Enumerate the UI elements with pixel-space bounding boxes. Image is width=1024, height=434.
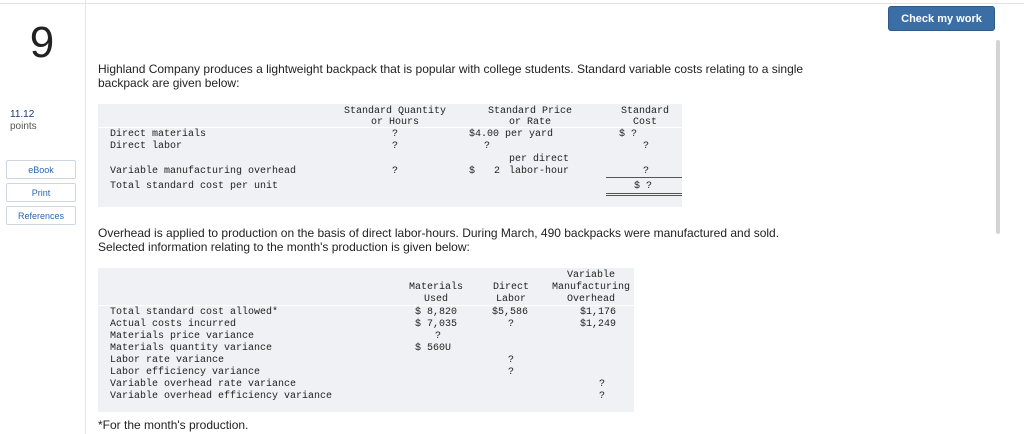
points-label: points — [10, 121, 37, 132]
t1-row-qty: ? — [391, 166, 398, 177]
t2-voh-value: $1,176 — [580, 307, 617, 318]
t2-row-label: Actual costs incurred — [110, 319, 237, 330]
t1-header-price-1: Standard Price — [487, 106, 572, 117]
t1-row-label: Variable manufacturing overhead — [110, 166, 297, 177]
t1-header-price-2: or Rate — [508, 117, 551, 128]
t2-dl-value: $5,586 — [492, 307, 529, 318]
t1-header-qty-2: or Hours — [370, 117, 419, 128]
overhead-paragraph — [98, 226, 858, 254]
t1-row-qty: ? — [391, 141, 398, 152]
t1-row-cost: ? — [643, 166, 650, 177]
print-button[interactable]: Print — [6, 183, 76, 202]
t2-row-label: Materials quantity variance — [110, 343, 273, 354]
footnote: *For the month's production. — [98, 418, 249, 432]
t2-header-dl-2: Labor — [495, 294, 526, 305]
t1-header-cost-1: Standard — [620, 106, 669, 117]
t2-mat-value: $ 7,035 — [415, 319, 458, 330]
t1-row-cost: $ ? — [619, 129, 638, 140]
middle-line-2: Selected information relating to the month's production is given below: — [98, 240, 470, 254]
top-divider — [0, 3, 1024, 4]
t2-row-label: Variable overhead efficiency variance — [110, 391, 333, 402]
references-button[interactable]: References — [6, 206, 76, 225]
t2-dl-value: ? — [507, 319, 514, 330]
t2-header-mat-2: Used — [423, 294, 448, 305]
ebook-button[interactable]: eBook — [6, 160, 76, 179]
subtotal-rule — [606, 177, 682, 178]
t2-header-voh-3: Overhead — [566, 294, 615, 305]
t2-row-label: Labor rate variance — [110, 355, 225, 366]
scrollbar[interactable] — [996, 40, 1000, 234]
t1-row-cost: ? — [643, 141, 650, 152]
t2-voh-value: ? — [598, 391, 605, 402]
intro-line-1: Highland Company produces a lightweight backpack that is popular with college students. Standard variable costs relating to a single — [98, 62, 804, 76]
t1-row-qty: ? — [391, 129, 398, 140]
t1-row-label: Direct labor — [110, 141, 183, 152]
sidebar-divider — [85, 0, 86, 434]
t1-row-label: Direct materials — [110, 129, 207, 140]
t1-row-price: ? — [484, 141, 491, 152]
t1-row-price-unit-1: per direct — [509, 154, 570, 165]
t2-dl-value: ? — [507, 355, 514, 366]
t2-row-label: Variable overhead rate variance — [110, 379, 297, 390]
t1-row-price-num: 2 — [494, 166, 501, 177]
t2-mat-value: $ 560U — [415, 343, 452, 354]
t2-header-dl-1: Direct — [492, 282, 529, 293]
t1-row-price-dollar: $ — [469, 166, 476, 177]
t2-row-label: Labor efficiency variance — [110, 367, 261, 378]
table2-header-separator — [98, 305, 634, 306]
t2-header-mat-1: Materials — [408, 282, 463, 293]
total-double-rule — [606, 193, 682, 196]
t2-voh-value: $1,249 — [580, 319, 617, 330]
t2-header-voh-1: Variable — [566, 270, 615, 281]
t1-row-price: $4.00 per yard — [469, 129, 554, 140]
t1-header-cost-2: Cost — [632, 117, 657, 128]
points-value: 11.12 — [10, 109, 35, 120]
intro-line-2: backpack are given below: — [98, 76, 240, 90]
t1-row-price-unit-2: labor-hour — [509, 166, 570, 177]
t2-row-label: Total standard cost allowed* — [110, 307, 279, 318]
t2-row-label: Materials price variance — [110, 331, 255, 342]
t2-mat-value: $ 8,820 — [415, 307, 458, 318]
t1-total-cost: $ ? — [634, 181, 653, 192]
question-number: 9 — [29, 18, 55, 67]
t2-header-voh-2: Manufacturing — [551, 282, 630, 293]
t2-voh-value: ? — [598, 379, 605, 390]
t2-dl-value: ? — [507, 367, 514, 378]
t2-mat-value: ? — [434, 331, 441, 342]
middle-line-1: Overhead is applied to production on the basis of direct labor-hours. During March, 490 backpacks were manufactured and sold. — [98, 226, 780, 240]
check-my-work-button[interactable]: Check my work — [888, 6, 995, 31]
t1-header-qty-1: Standard Quantity — [343, 106, 447, 117]
intro-paragraph — [98, 62, 858, 90]
t1-total-label: Total standard cost per unit — [110, 181, 279, 192]
